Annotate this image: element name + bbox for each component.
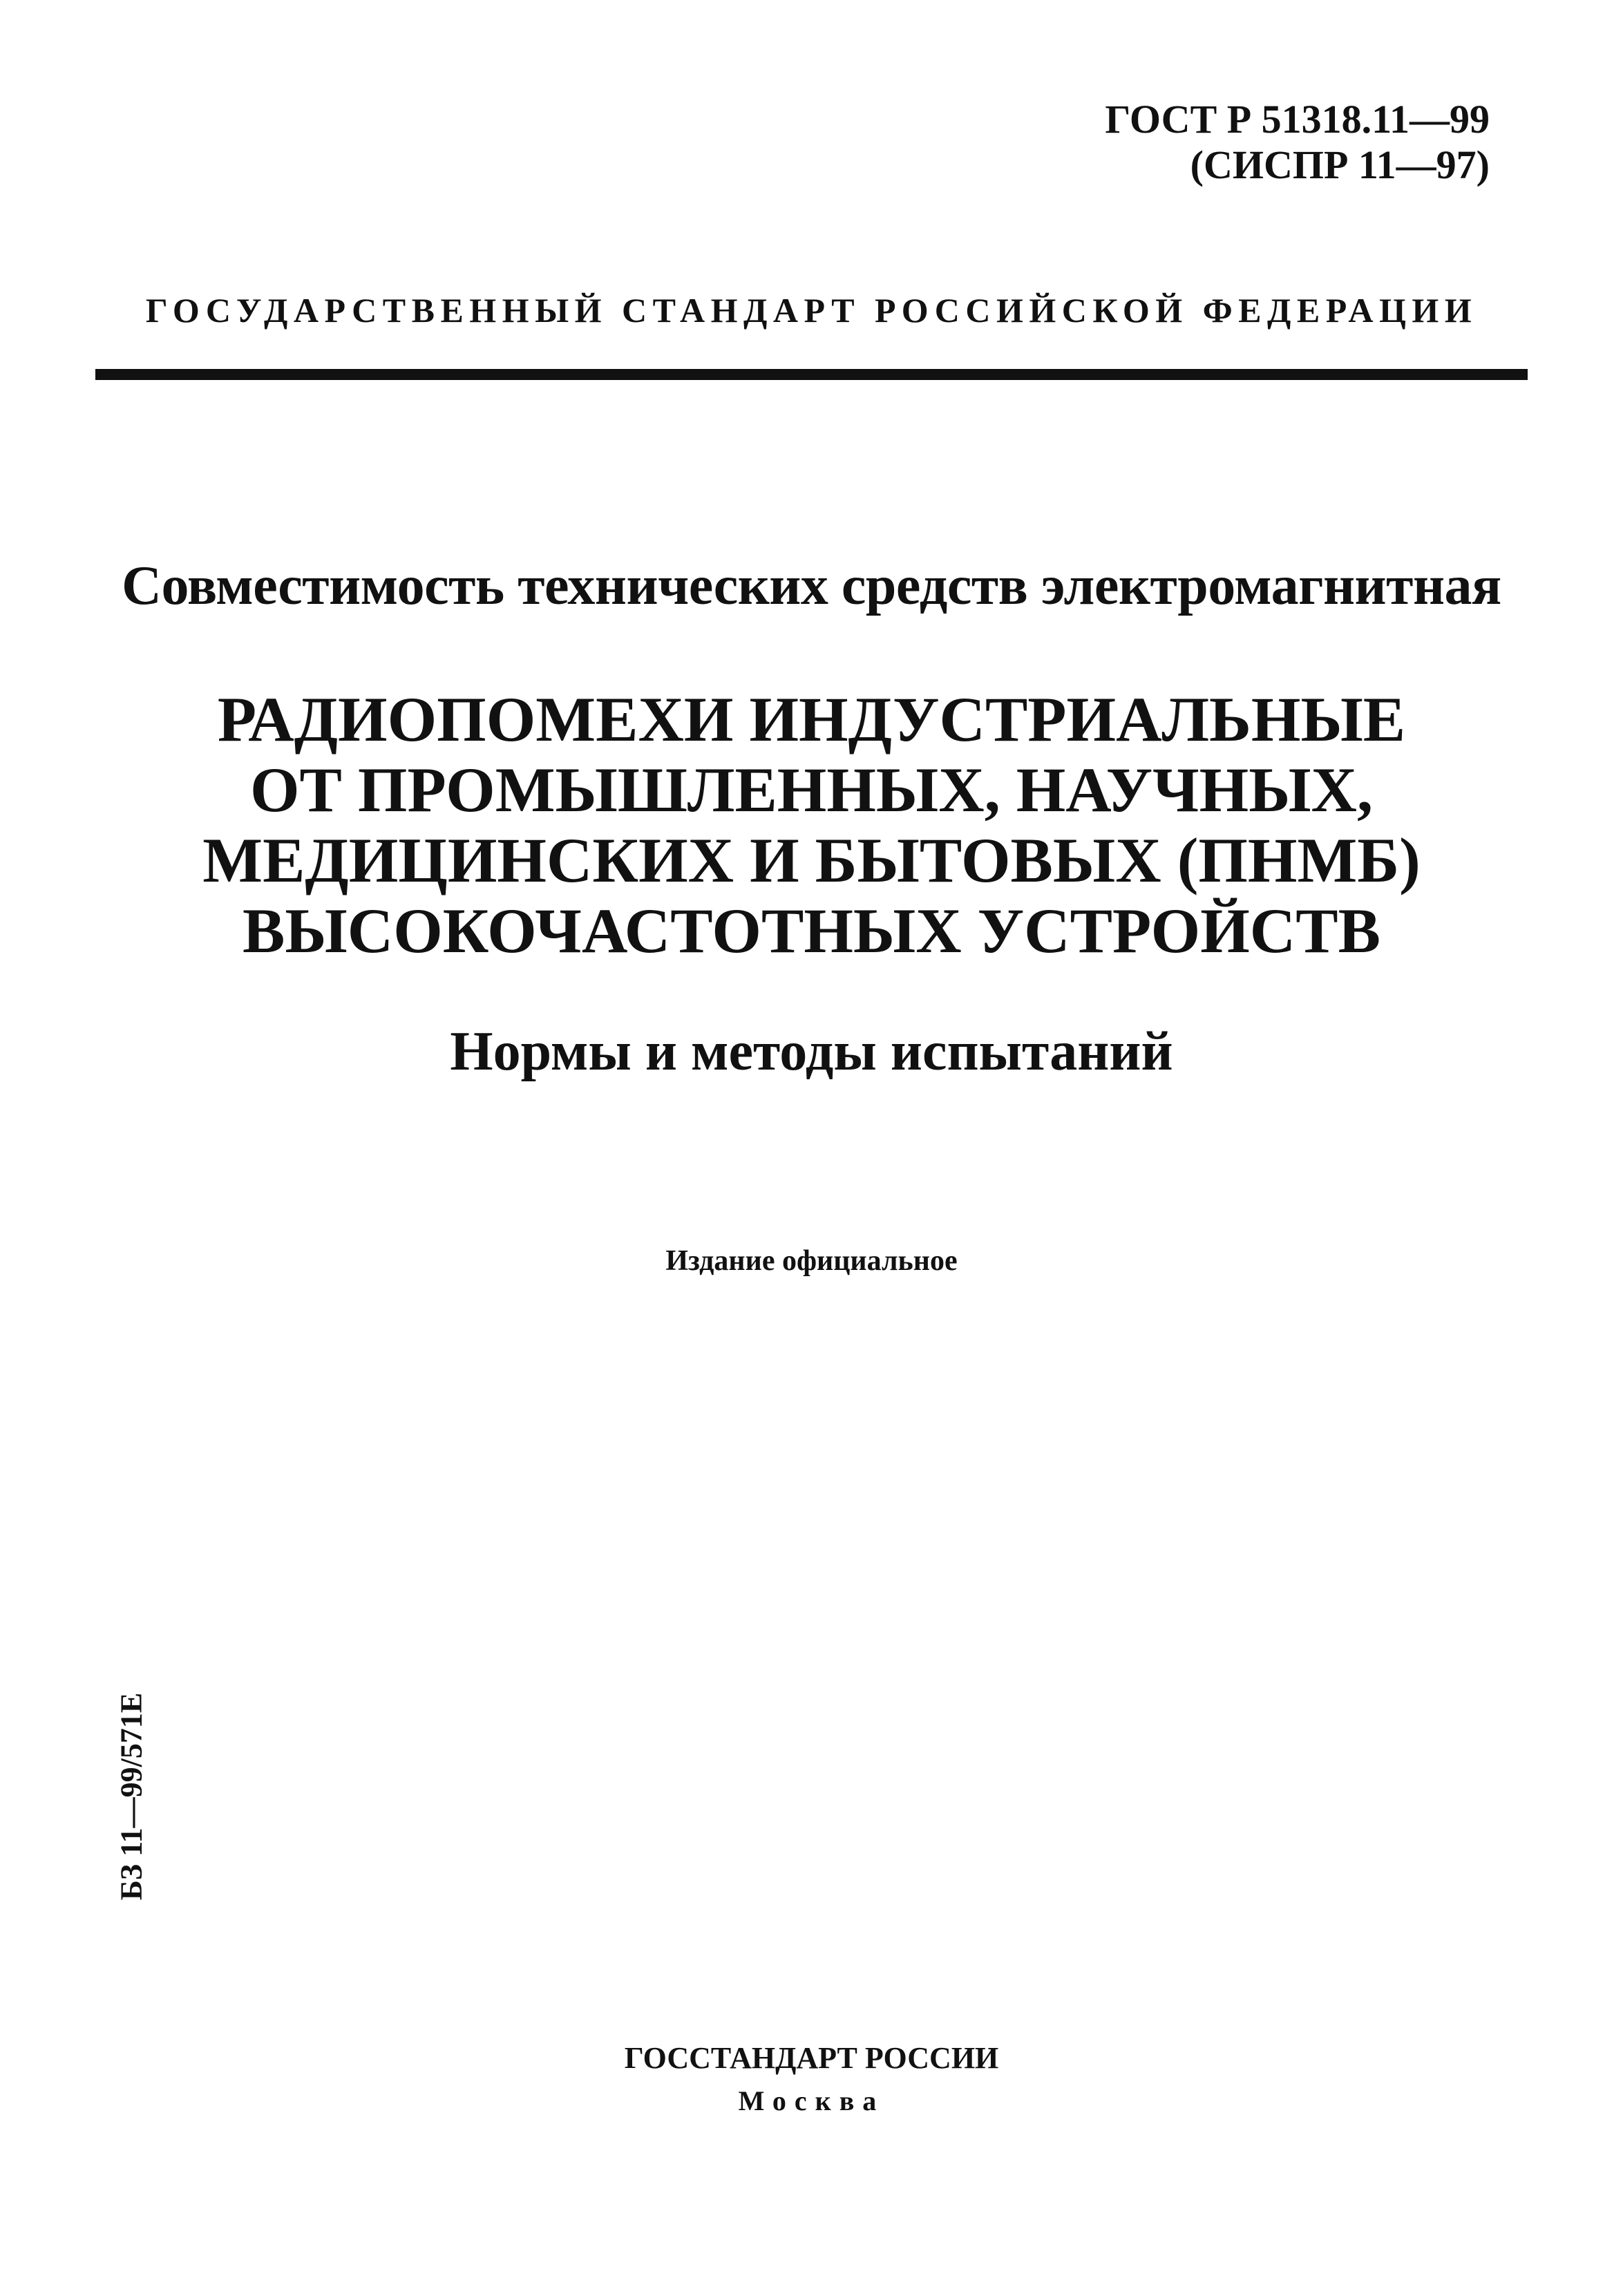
publisher: ГОССТАНДАРТ РОССИИ [624, 2041, 999, 2075]
main-title-line: ОТ ПРОМЫШЛЕННЫХ, НАУЧНЫХ, [249, 755, 1373, 825]
standard-number: ГОСТ Р 51318.11—99 [1105, 97, 1490, 142]
edition-note: Издание официальное [665, 1245, 958, 1277]
general-title: Совместимость технических средств электромагнитная [122, 556, 1501, 616]
standard-designation [1105, 97, 1490, 188]
publisher-city: Москва [738, 2085, 885, 2116]
main-title-line: ВЫСОКОЧАСТОТНЫХ УСТРОЙСТВ [243, 895, 1380, 966]
state-standard-heading: ГОСУДАРСТВЕННЫЙ СТАНДАРТ РОССИЙСКОЙ ФЕДЕРАЦИИ [145, 291, 1478, 330]
side-code: БЗ 11—99/571Е [114, 1692, 149, 1901]
main-title [0, 684, 1623, 966]
heading-divider [95, 369, 1528, 380]
sub-title: Нормы и методы испытаний [450, 1021, 1173, 1082]
international-equivalent: (СИСПР 11—97) [1190, 142, 1490, 187]
main-title-line: МЕДИЦИНСКИХ И БЫТОВЫХ (ПНМБ) [202, 825, 1421, 895]
main-title-line: РАДИОПОМЕХИ ИНДУСТРИАЛЬНЫЕ [217, 684, 1406, 755]
